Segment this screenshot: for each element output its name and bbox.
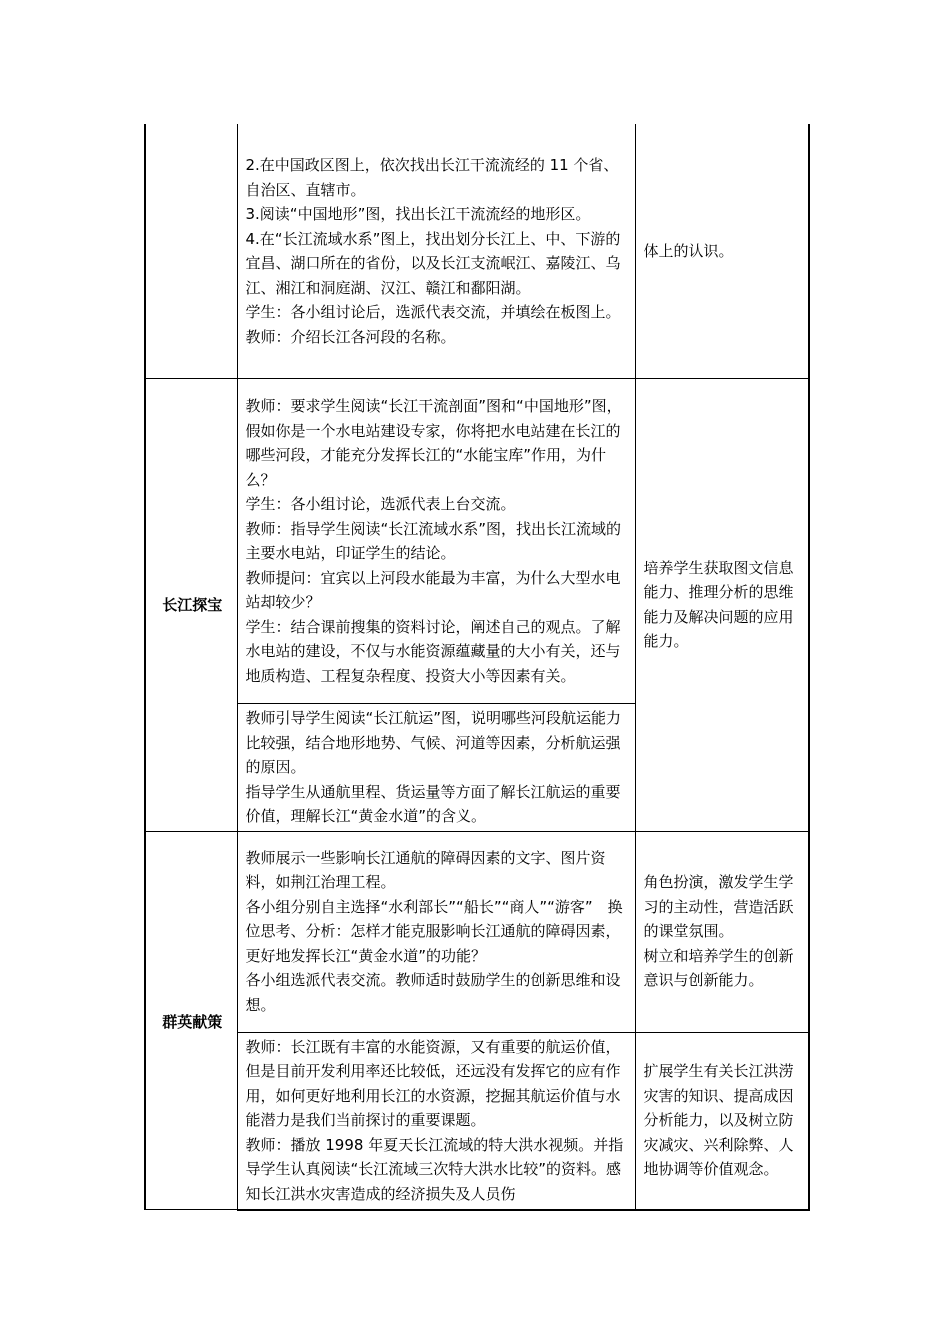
- paragraph: 教师：长江既有丰富的水能资源，又有重要的航运价值，但是目前开发利用率还比较低，还远没有发挥它的应有作用，如何更好地利用长江的水资源，挖掘其航运价值与水能潜力是我们当前探讨的重要课题。: [245, 1037, 621, 1130]
- activity-cell: [237, 379, 635, 704]
- intent-cell: [635, 831, 809, 1032]
- stage-cell: [145, 379, 237, 832]
- paragraph: 教师：播放 1998 年夏天长江流域的特大洪水视频。并指导学生认真阅读“长江流域三次特大洪水比较”的资料。感知长江洪水灾害造成的经济损失及人员伤: [245, 1135, 624, 1203]
- paragraph: 教师展示一些影响长江通航的障碍因素的文字、图片资料，如荆江治理工程。: [245, 848, 606, 892]
- activity-cell: [237, 1032, 635, 1210]
- paragraph: 培养学生获取图文信息能力、推理分析的思维能力及解决问题的应用能力。: [643, 558, 794, 651]
- paragraph: 指导学生从通航里程、货运量等方面了解长江航运的重要价值，理解长江“黄金水道”的含义。: [245, 782, 621, 825]
- activity-cell: [237, 831, 635, 1032]
- paragraph: 体上的认识。: [643, 241, 734, 260]
- paragraph: 教师：要求学生阅读“长江干流剖面”图和“中国地形”图，假如你是一个水电站建设专家，你将把水电站建在长江的哪些河段，才能充分发挥长江的“水能宝库”作用，为什么？: [245, 397, 622, 489]
- table-row: [145, 379, 809, 704]
- paragraph: 学生：各小组讨论后，选派代表交流，并填绘在板图上。: [245, 303, 621, 321]
- stage-cell: [145, 831, 237, 1210]
- stage-label: 群英献策: [162, 1013, 223, 1031]
- paragraph: 4.在“长江流域水系”图上，找出划分长江上、中、下游的宜昌、湖口所在的省份，以及长江支流岷江、嘉陵江、乌江、湘江和洞庭湖、汉江、赣江和鄱阳湖。: [245, 229, 621, 297]
- intent-cell: [635, 379, 809, 832]
- lesson-plan-table: [144, 124, 810, 1211]
- table-row: [145, 831, 809, 1032]
- intent-cell: [635, 1032, 809, 1210]
- intent-cell: [635, 124, 809, 379]
- stage-label: 长江探宝: [162, 595, 223, 614]
- paragraph: 教师引导学生阅读“长江航运”图，说明哪些河段航运能力比较强，结合地形地势、气候、河道等因素，分析航运强的原因。: [245, 709, 622, 776]
- activity-cell: [237, 124, 635, 379]
- table-row: [145, 124, 809, 379]
- paragraph: 学生：各小组讨论，选派代表上台交流。: [245, 495, 516, 513]
- paragraph: 扩展学生有关长江洪涝灾害的知识、提高成因分析能力，以及树立防灾减灾、兴利除弊、人地协调等价值观念。: [643, 1062, 794, 1179]
- table-row: [145, 1032, 809, 1210]
- paragraph: 树立和培养学生的创新意识与创新能力。: [643, 946, 794, 990]
- paragraph: 教师提问：宜宾以上河段水能最为丰富，为什么大型水电站却较少？: [245, 568, 621, 611]
- paragraph: 学生：结合课前搜集的资料讨论，阐述自己的观点。了解水电站的建设，不仅与水能资源蕴藏量的大小有关，还与地质构造、工程复杂程度、投资大小等因素有关。: [245, 617, 621, 685]
- stage-cell: [145, 124, 237, 379]
- activity-cell: [237, 704, 635, 832]
- paragraph: 各小组分别自主选择“水利部长”“船长”“商人”“游客” 换位思考、分析：怎样才能克服影响长江通航的障碍因素，更好地发挥长江“黄金水道”的功能？: [245, 897, 623, 965]
- paragraph: 教师：指导学生阅读“长江流域水系”图，找出长江流域的主要水电站，印证学生的结论。: [245, 519, 622, 562]
- paragraph: 2.在中国政区图上，依次找出长江干流流经的 11 个省、自治区、直辖市。: [245, 156, 619, 199]
- paragraph: 各小组选派代表交流。教师适时鼓励学生的创新思维和设想。: [245, 971, 621, 1014]
- paragraph: 3.阅读“中国地形”图，找出长江干流流经的地形区。: [245, 205, 591, 223]
- paragraph: 教师：介绍长江各河段的名称。: [245, 327, 456, 346]
- paragraph: 角色扮演，激发学生学习的主动性，营造活跃的课堂氛围。: [643, 873, 794, 941]
